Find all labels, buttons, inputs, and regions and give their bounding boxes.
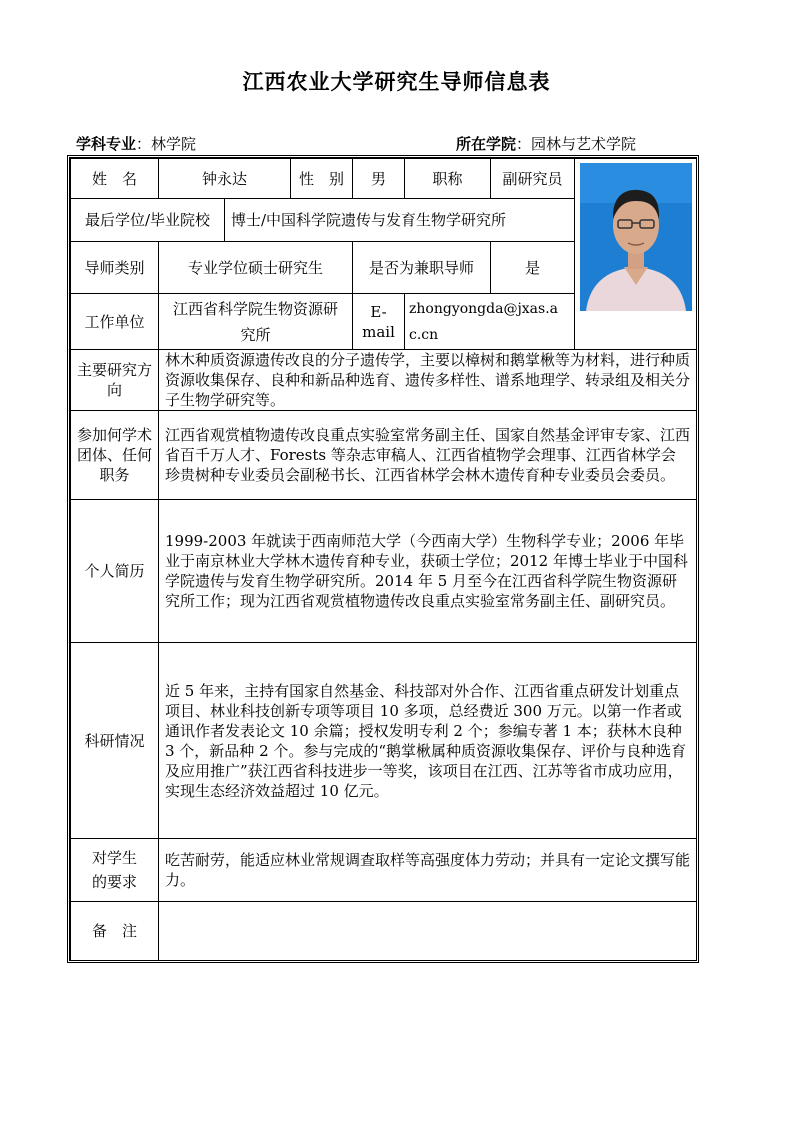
major-field: 学科专业：林学院 xyxy=(76,135,197,153)
degree-value: 博士/中国科学院遗传与发育生物学研究所 xyxy=(225,199,575,242)
gender-value: 男 xyxy=(353,159,405,199)
degree-label: 最后学位/毕业院校 xyxy=(71,199,225,242)
college-value: 园林与艺术学院 xyxy=(531,135,637,153)
groups-value: 江西省观赏植物遗传改良重点实验室常务副主任、国家自然基金评审专家、江西省百千万人才、Forests 等杂志审稿人、江西省植物学会理事、江西省林学会珍贵树种专业委员会副秘书长、江西省林学会林木遗传育种专业委员会委员。 xyxy=(159,411,697,500)
research-label: 科研情况 xyxy=(71,643,159,839)
info-table-frame xyxy=(67,155,699,963)
work-unit-label: 工作单位 xyxy=(71,294,159,350)
parttime-label: 是否为兼职导师 xyxy=(353,242,491,294)
name-label: 姓 名 xyxy=(71,159,159,199)
job-title-value: 副研究员 xyxy=(491,159,575,199)
email-value: zhongyongda@jxas.ac.cn xyxy=(405,294,575,350)
college-label: 所在学院 xyxy=(456,135,517,153)
info-table xyxy=(70,158,697,961)
gender-label: 性 别 xyxy=(291,159,353,199)
resume-value: 1999-2003 年就读于西南师范大学（今西南大学）生物科学专业；2006 年毕业于南京林业大学林木遗传育种专业，获硕士学位；2012 年博士毕业于中国科学院遗传与发育生物学研究所。2014 年 5 月至今在江西省科学院生物资源研究所工作；现为江西省观赏植物遗传改良重点实验室常务副主任、副研究员。 xyxy=(159,500,697,643)
remarks-value xyxy=(159,902,697,961)
research-direction-value: 林木种质资源遗传改良的分子遗传学，主要以樟树和鹅掌楸等为材料，进行种质资源收集保存、良种和新品种选育、遗传多样性、谱系地理学、转录组及相关分子生物学研究等。 xyxy=(159,350,697,411)
college-field: 所在学院：园林与艺术学院 xyxy=(456,135,637,153)
page-title: 江西农业大学研究生导师信息表 xyxy=(242,69,551,94)
parttime-value: 是 xyxy=(491,242,575,294)
advisor-type-value: 专业学位硕士研究生 xyxy=(159,242,353,294)
advisor-type-label: 导师类别 xyxy=(71,242,159,294)
remarks-label: 备 注 xyxy=(71,902,159,961)
research-value: 近 5 年来，主持有国家自然基金、科技部对外合作、江西省重点研发计划重点项目、林业科技创新专项等项目 10 多项，总经费近 300 万元。以第一作者或通讯作者发表论文 10 余篇；授权发明专利 2 个；参编专著 1 本；获林木良种 3 个，新品种 2 个。参与完成的“鹅掌楸属种质资源收集保存、评价与良种选育及应用推广”获江西省科技进步一等奖，该项目在江西、江苏等省市成功应用，实现生态经济效益超过 10 亿元。 xyxy=(159,643,697,839)
requirements-value: 吃苦耐劳，能适应林业常规调查取样等高强度体力劳动；并具有一定论文撰写能力。 xyxy=(159,839,697,902)
email-label: E-mail xyxy=(353,294,405,350)
groups-label: 参加何学术团体、任何职务 xyxy=(71,411,159,500)
major-label: 学科专业 xyxy=(76,135,137,153)
work-unit-value: 江西省科学院生物资源研究所 xyxy=(159,294,353,350)
photo-cell xyxy=(575,159,697,350)
resume-label: 个人简历 xyxy=(71,500,159,643)
requirements-label: 对学生的要求 xyxy=(71,839,159,902)
name-value: 钟永达 xyxy=(159,159,291,199)
research-direction-label: 主要研究方向 xyxy=(71,350,159,411)
job-title-label: 职称 xyxy=(405,159,491,199)
portrait-photo-icon xyxy=(580,163,692,311)
major-value: 林学院 xyxy=(151,135,197,153)
